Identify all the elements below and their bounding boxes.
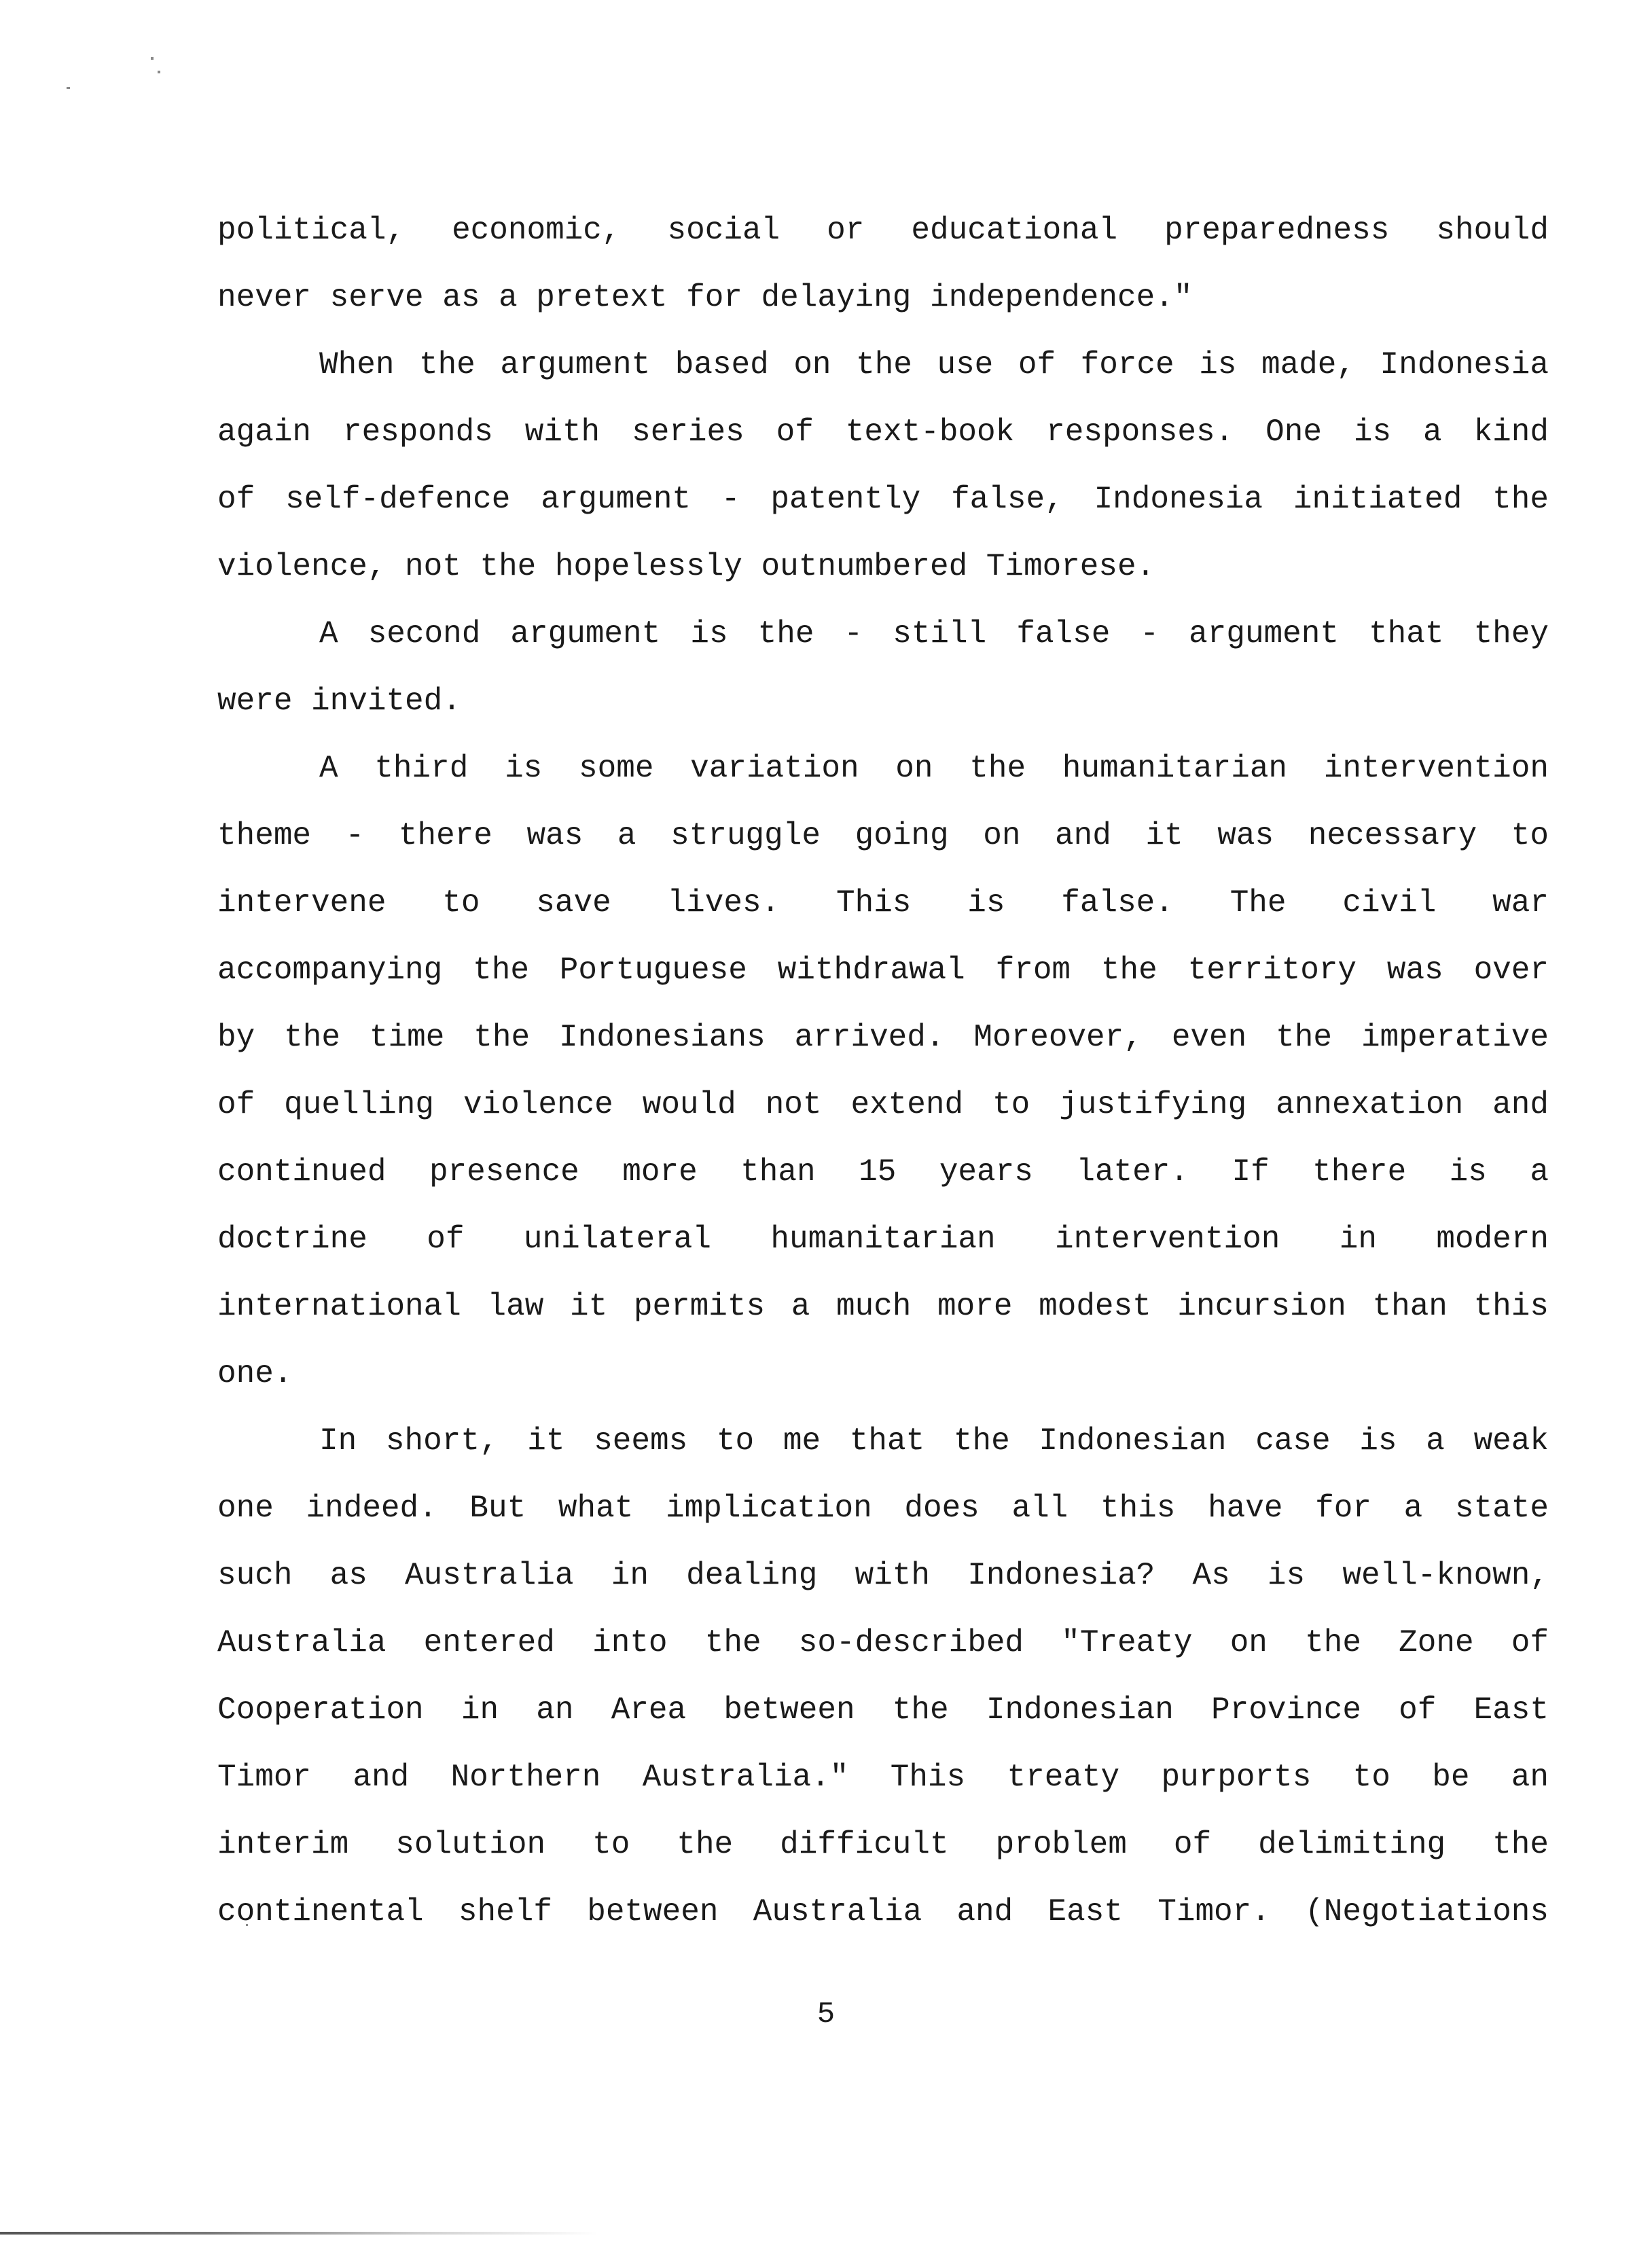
text-line: A third is some variation on the humanitarian intervention	[319, 751, 1549, 786]
text-line: such as Australia in dealing with Indonesia? As is well-known,	[217, 1558, 1549, 1593]
text-line: accompanying the Portuguese withdrawal from the territory was over	[217, 953, 1549, 988]
scan-speck	[151, 57, 154, 60]
text-line: were invited.	[217, 683, 461, 719]
text-line: A second argument is the - still false - argument that they	[319, 616, 1549, 652]
text-line: violence, not the hopelessly outnumbered Timorese.	[217, 549, 1155, 584]
text-line: theme - there was a struggle going on and it was necessary to	[217, 818, 1549, 853]
scan-edge-line	[0, 2232, 598, 2235]
text-line: Australia entered into the so-described "Treaty on the Zone of	[217, 1625, 1549, 1660]
text-line: again responds with series of text-book responses. One is a kind	[217, 414, 1549, 450]
text-line: one.	[217, 1356, 293, 1391]
text-line: continued presence more than 15 years later. If there is a	[217, 1154, 1549, 1190]
text-line: Cooperation in an Area between the Indonesian Province of East	[217, 1692, 1549, 1728]
body-text	[217, 197, 1549, 1946]
scan-speck	[67, 87, 70, 89]
text-line: of quelling violence would not extend to justifying annexation and	[217, 1087, 1549, 1122]
scan-speck	[158, 71, 160, 73]
page-number: 5	[816, 1997, 836, 2031]
text-line: never serve as a pretext for delaying independence."	[217, 280, 1193, 315]
text-line: international law it permits a much more modest incursion than this	[217, 1289, 1549, 1324]
text-line: interim solution to the difficult problem of delimiting the	[217, 1827, 1549, 1862]
text-line: by the time the Indonesians arrived. Moreover, even the imperative	[217, 1020, 1549, 1055]
text-line: political, economic, social or educational preparedness should	[217, 213, 1549, 248]
text-line: doctrine of unilateral humanitarian intervention in modern	[217, 1222, 1549, 1257]
text-line: of self-defence argument - patently false, Indonesia initiated the	[217, 482, 1549, 517]
text-line: one indeed. But what implication does all this have for a state	[217, 1491, 1549, 1526]
text-line: continental shelf between Australia and East Timor. (Negotiations	[217, 1894, 1549, 1929]
text-line: intervene to save lives. This is false. The civil war	[217, 885, 1549, 921]
text-line: When the argument based on the use of force is made, Indonesia	[319, 347, 1549, 382]
text-line: In short, it seems to me that the Indonesian case is a weak	[319, 1423, 1549, 1459]
text-line: Timor and Northern Australia." This treaty purports to be an	[217, 1760, 1549, 1795]
